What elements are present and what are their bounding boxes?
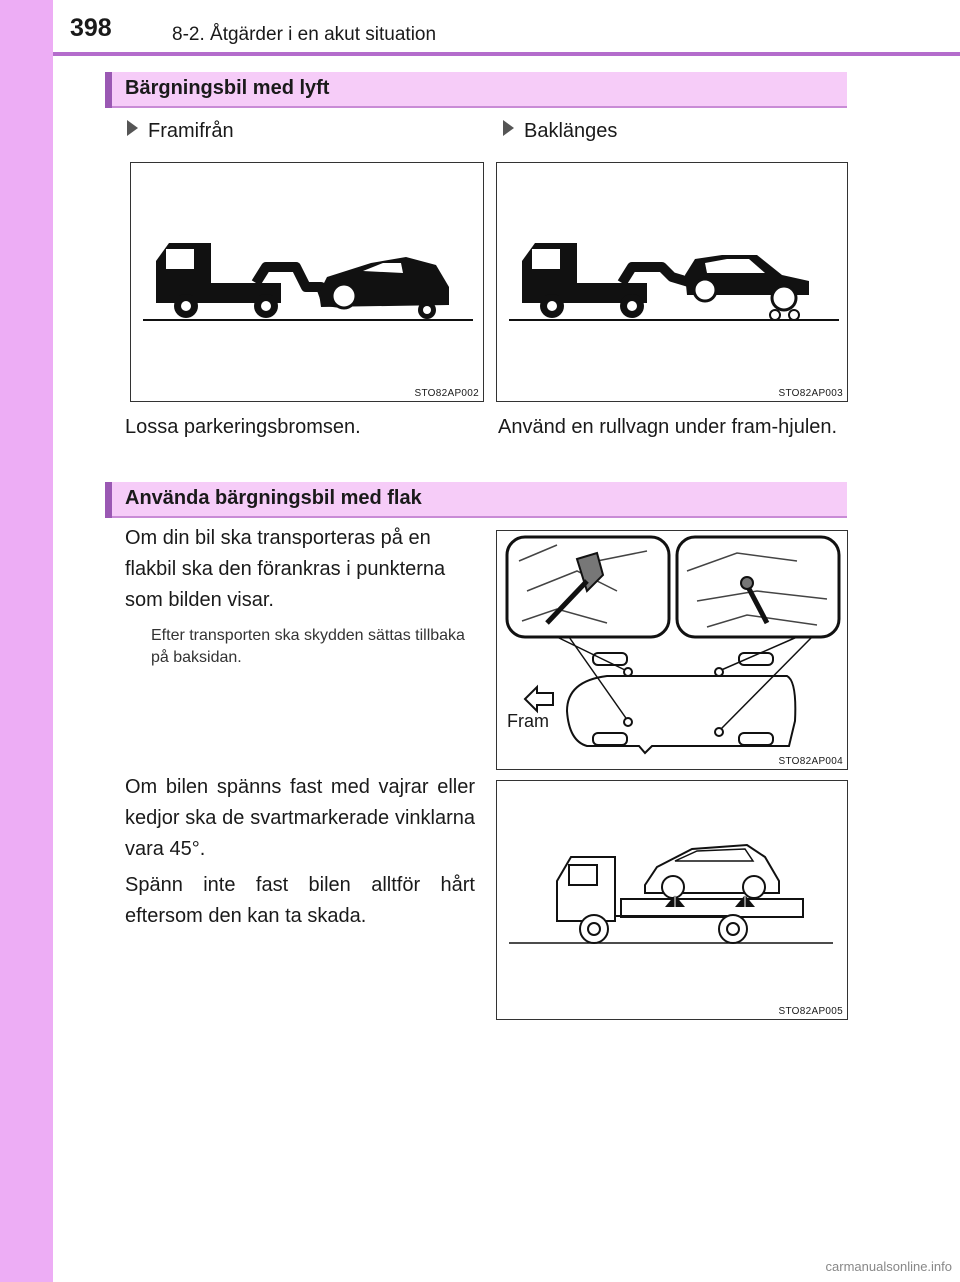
figure-id: STO82AP005 (778, 1006, 843, 1017)
side-color-bar (0, 0, 53, 1282)
bullet-rear (503, 120, 617, 143)
flatbed-truck-illustration (497, 781, 846, 1018)
section-heading-flatbed (105, 482, 847, 518)
header-divider (53, 52, 960, 56)
caption-rear: Använd en rullvagn under fram-hjulen. (498, 416, 838, 438)
section-heading-lift-tow (105, 72, 847, 108)
figure-id: STO82AP004 (778, 756, 843, 767)
note-protectors: Efter transporten ska skydden sättas tillbaka på baksidan. (151, 627, 465, 666)
triangle-bullet-icon (503, 120, 514, 136)
figure-tow-front (130, 162, 484, 402)
paragraph-flatbed-anchor: Om din bil ska transporteras på en flakbil ska den förankras i punkterna som bilden visar. (125, 527, 446, 611)
figure-flatbed (496, 780, 848, 1020)
figure-anchor-points (496, 530, 848, 770)
paragraph-warning: Spänn inte fast bilen alltför hårt eftersom den kan ta skada. (125, 874, 475, 927)
front-direction-label: Fram (507, 711, 549, 731)
page-number: 398 (70, 14, 112, 42)
tow-truck-front-illustration (131, 163, 482, 400)
paragraph-chains-angle: Om bilen spänns fast med vajrar eller kedjor ska de svartmarkerade vinklarna vara 45°. (125, 776, 475, 860)
anchor-points-illustration (497, 531, 846, 768)
figure-id: STO82AP002 (414, 388, 479, 399)
footer-watermark: carmanualsonline.info (825, 1259, 952, 1274)
tow-truck-rear-illustration (497, 163, 846, 400)
bullet-label-front: Framifrån (148, 120, 234, 142)
bullet-label-rear: Baklänges (524, 120, 618, 142)
figure-id: STO82AP003 (778, 388, 843, 399)
caption-front: Lossa parkeringsbromsen. (125, 416, 361, 438)
section-title: Bärgningsbil med lyft (125, 77, 330, 99)
figure-tow-rear (496, 162, 848, 402)
chapter-title: 8-2. Åtgärder i en akut situation (172, 24, 437, 45)
triangle-bullet-icon (127, 120, 138, 136)
bullet-front (127, 120, 234, 143)
section-title: Använda bärgningsbil med flak (125, 487, 422, 509)
